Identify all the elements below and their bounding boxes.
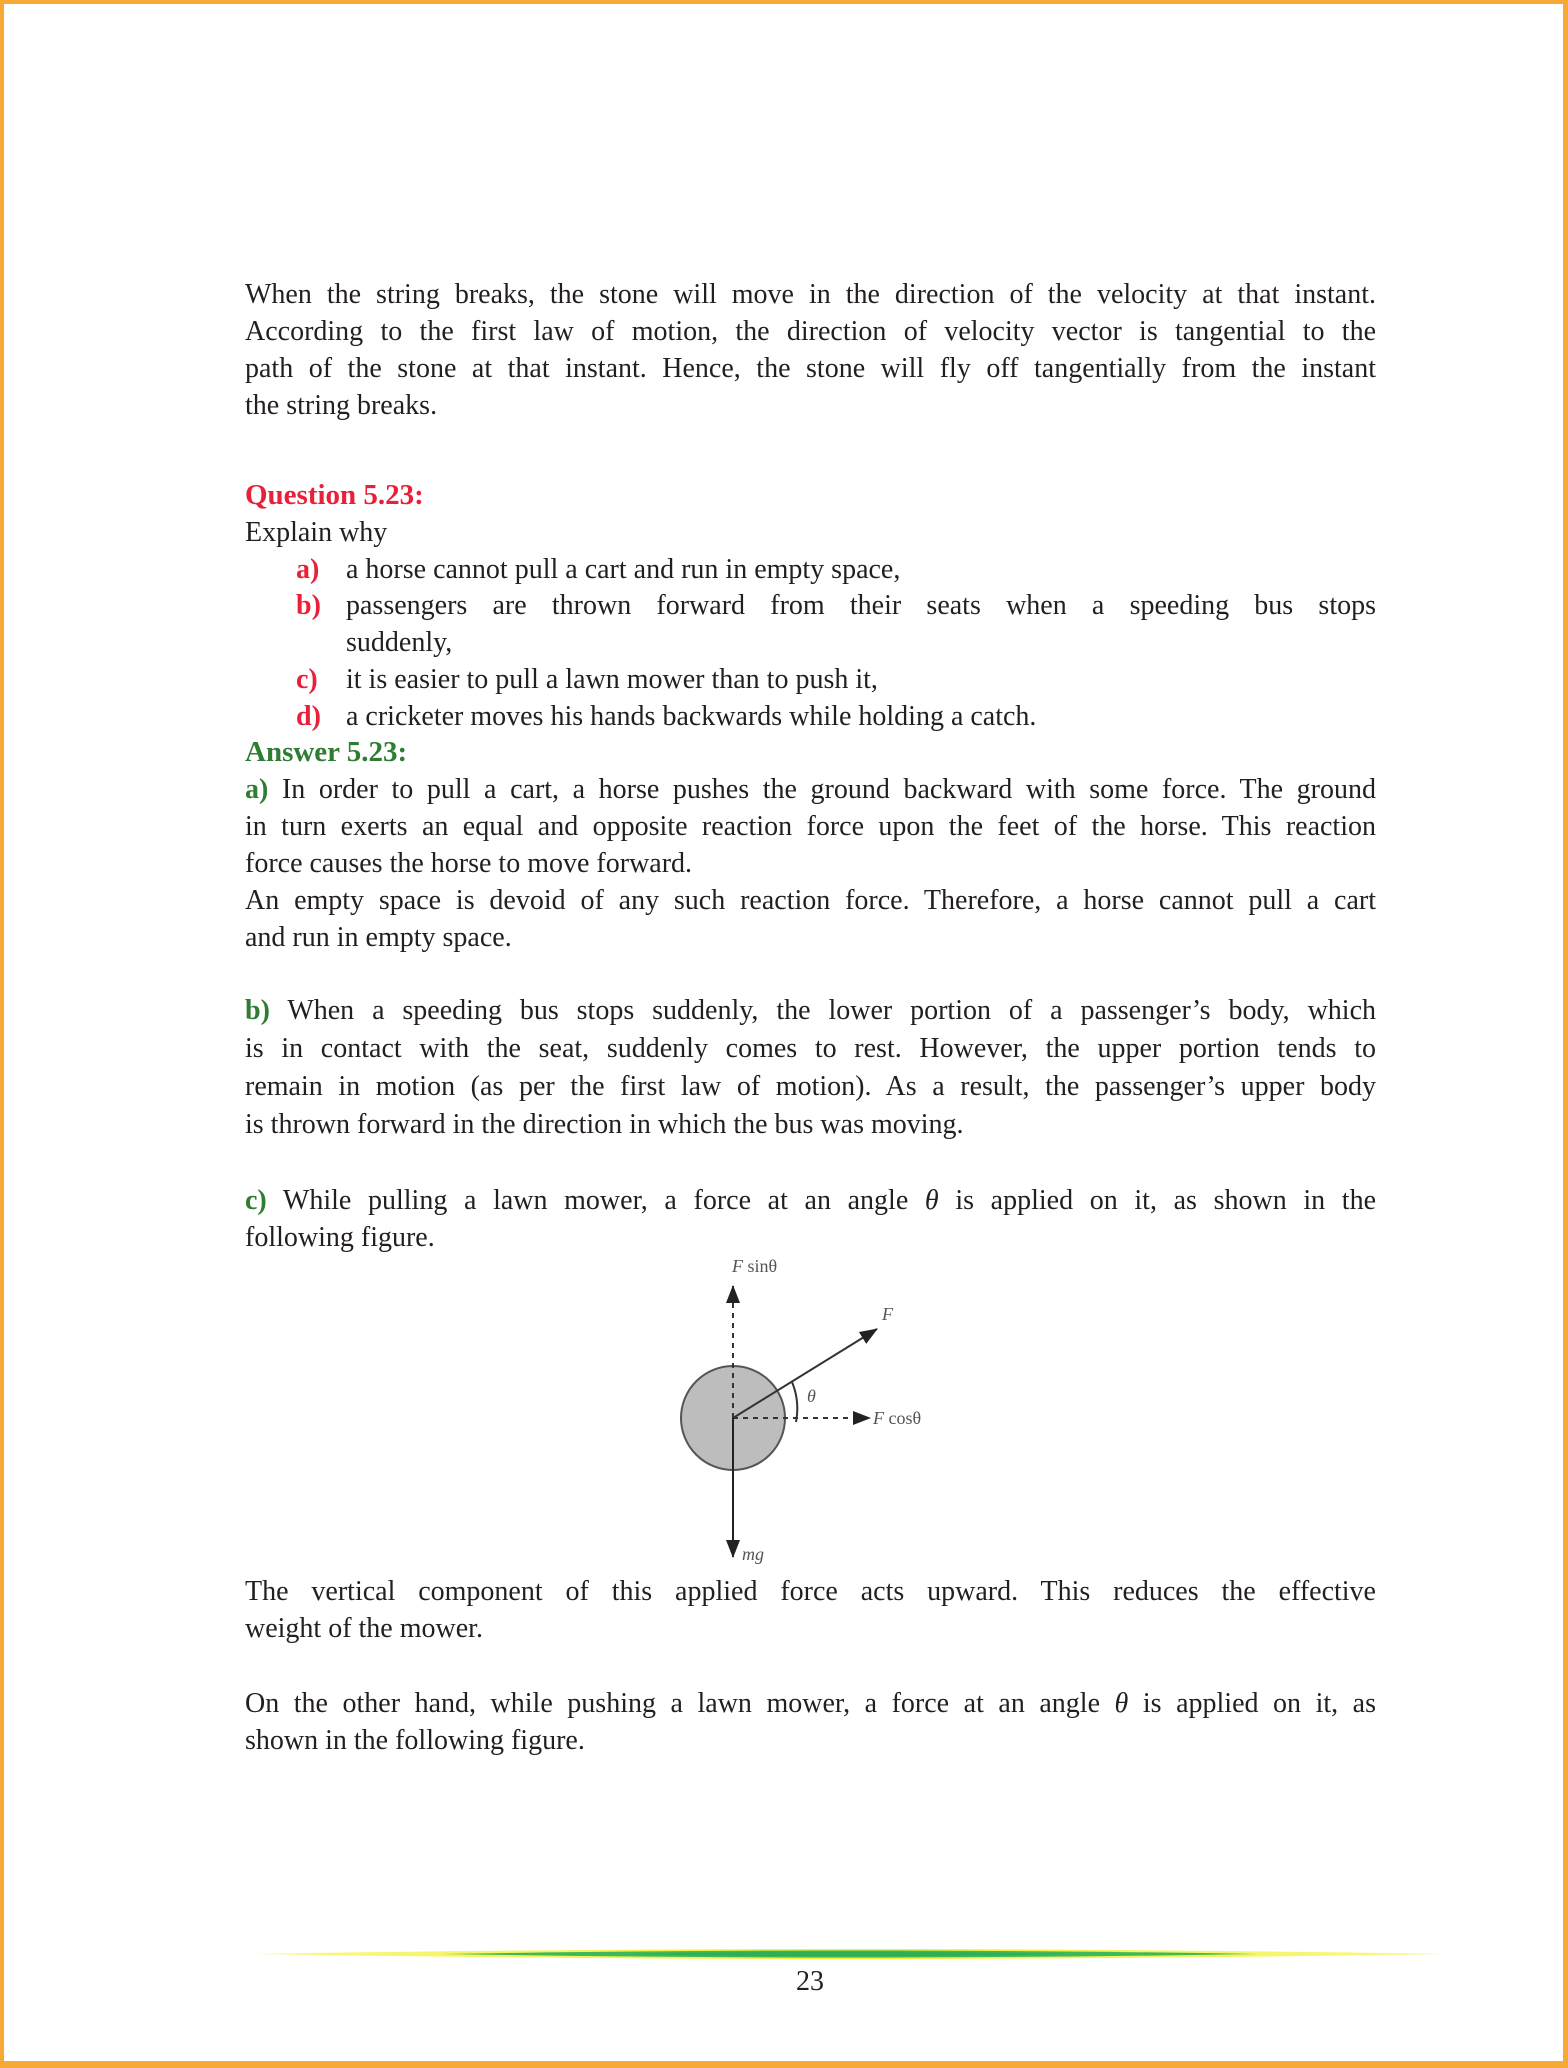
question-item-d-label: d) bbox=[296, 701, 321, 732]
theta-arc bbox=[792, 1382, 797, 1422]
question-item-a-text: a horse cannot pull a cart and run in empty space, bbox=[346, 554, 901, 585]
theta-symbol: θ bbox=[924, 1185, 939, 1216]
answer-b-line-1: b) When a speeding bus stops suddenly, the lower portion of a passenger’s body, which bbox=[245, 995, 1376, 1026]
theta-label: θ bbox=[807, 1386, 816, 1406]
intro-line-3: path of the stone at that instant. Hence, the stone will fly off tangentially from the instant bbox=[245, 353, 1376, 384]
intro-line-1: When the string breaks, the stone will move in the direction of the velocity at that instant. bbox=[245, 279, 1376, 310]
answer-a-line-4: An empty space is devoid of any such reaction force. Therefore, a horse cannot pull a cart bbox=[245, 885, 1376, 916]
theta-symbol: θ bbox=[1114, 1688, 1129, 1719]
f-cos-label: F cosθ bbox=[873, 1408, 922, 1428]
question-item-b-text-2: suddenly, bbox=[346, 627, 453, 658]
answer-a-line-1: a) In order to pull a cart, a horse pushes the ground backward with some force. The ground bbox=[245, 774, 1376, 805]
answer-a-label: a) bbox=[245, 774, 269, 805]
answer-b-line-3: remain in motion (as per the first law of motion). As a result, the passenger’s upper body bbox=[245, 1071, 1376, 1102]
pull-force-diagram bbox=[644, 1244, 964, 1574]
answer-c-line-2: following figure. bbox=[245, 1222, 435, 1253]
question-title: Question 5.23: bbox=[245, 479, 424, 511]
answer-a-line-3: force causes the horse to move forward. bbox=[245, 848, 693, 879]
push-line-2: shown in the following figure. bbox=[245, 1725, 585, 1756]
question-item-a-label: a) bbox=[296, 554, 320, 585]
question-item-b-label: b) bbox=[296, 590, 321, 621]
question-item-c-label: c) bbox=[296, 664, 318, 695]
answer-a-line-5: and run in empty space. bbox=[245, 922, 512, 953]
answer-b-line-2: is in contact with the seat, suddenly comes to rest. However, the upper portion tends to bbox=[245, 1033, 1376, 1064]
answer-b-label: b) bbox=[245, 995, 270, 1026]
footer-rule bbox=[252, 1947, 1448, 1961]
answer-c-line-1: c) While pulling a lawn mower, a force at an angle θ is applied on it, as shown in the bbox=[245, 1185, 1377, 1216]
question-item-c-text: it is easier to pull a lawn mower than to push it, bbox=[346, 664, 878, 695]
after-figure-line-2: weight of the mower. bbox=[245, 1613, 483, 1644]
after-figure-line-1: The vertical component of this applied force acts upward. This reduces the effective bbox=[245, 1576, 1376, 1607]
f-label: F bbox=[882, 1304, 893, 1324]
answer-title: Answer 5.23: bbox=[245, 736, 408, 768]
push-line-1: On the other hand, while pushing a lawn mower, a force at an angle θ is applied on it, as bbox=[245, 1688, 1376, 1719]
question-item-d-text: a cricketer moves his hands backwards while holding a catch. bbox=[346, 701, 1037, 732]
answer-b-line-4: is thrown forward in the direction in which the bus was moving. bbox=[245, 1109, 964, 1140]
question-item-b-text-1: passengers are thrown forward from their seats when a speeding bus stops bbox=[346, 590, 1376, 621]
mg-label: mg bbox=[742, 1544, 764, 1564]
f-sin-label: F sinθ bbox=[732, 1256, 778, 1276]
answer-a-line-2: in turn exerts an equal and opposite reaction force upon the feet of the horse. This reaction bbox=[245, 811, 1376, 842]
intro-line-2: According to the first law of motion, the direction of velocity vector is tangential to the bbox=[245, 316, 1376, 347]
question-prompt: Explain why bbox=[245, 517, 388, 548]
intro-line-4: the string breaks. bbox=[245, 390, 438, 421]
page-number: 23 bbox=[796, 1966, 824, 1997]
answer-c-label: c) bbox=[245, 1185, 267, 1216]
